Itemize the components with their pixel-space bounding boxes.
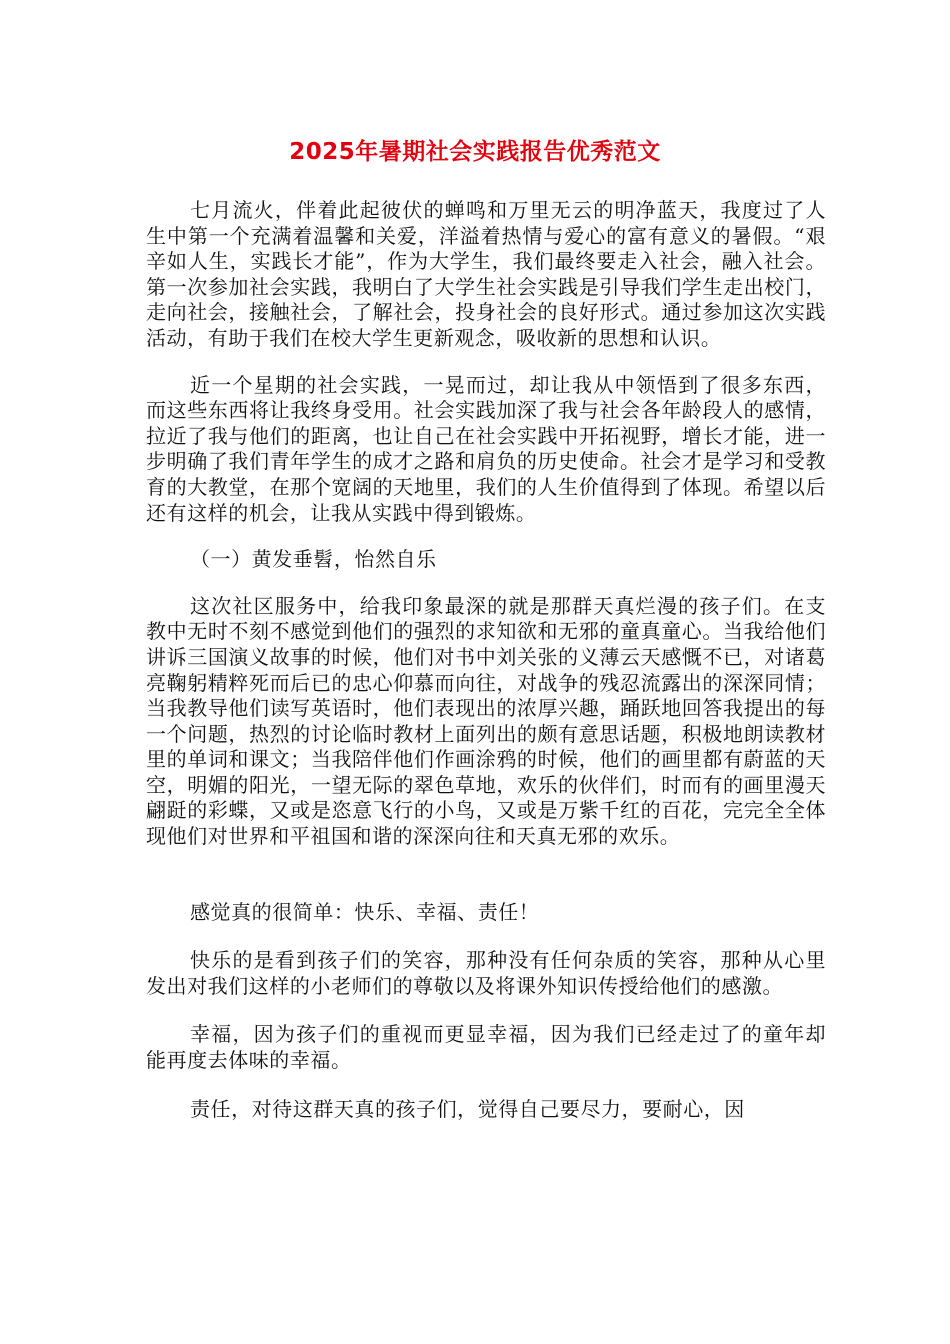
paragraph-happiness: 快乐的是看到孩子们的笑容，那种没有任何杂质的笑容，那种从心里发出对我们这样的小老师们的尊敬以及将课外知识传授给他们的感激。 xyxy=(146,948,826,998)
paragraph-intro: 七月流火，伴着此起彼伏的蝉鸣和万里无云的明净蓝天，我度过了人生中第一个充满着温馨和关爱，洋溢着热情与爱心的富有意义的暑假。“艰辛如人生，实践长才能”，作为大学生，我们最终要走入社会，融入社会。第一次参加社会实践，我明白了大学生社会实践是引导我们学生走出校门，走向社会，接触社会，了解社会，投身社会的良好形式。通过参加这次实践活动，有助于我们在校大学生更新观念，吸收新的思想和认识。 xyxy=(146,198,826,350)
document-body xyxy=(146,198,826,1122)
paragraph-week-practice: 近一个星期的社会实践，一晃而过，却让我从中领悟到了很多东西，而这些东西将让我终身受用。社会实践加深了我与社会各年龄段人的感情，拉近了我与他们的距离，也让自己在社会实践中开拓视野，增长才能，进一步明确了我们青年学生的成才之路和肩负的历史使命。社会才是学习和受教育的大教堂，在那个宽阔的天地里，我们的人生价值得到了体现。希望以后还有这样的机会，让我从实践中得到锻炼。 xyxy=(146,372,826,525)
paragraph-responsibility: 责任，对待这群天真的孩子们，觉得自己要尽力，要耐心，因 xyxy=(190,1096,745,1121)
document-title: 2025年暑期社会实践报告优秀范文 xyxy=(289,139,661,165)
paragraph-feeling: 感觉真的很简单：快乐、幸福、责任！ xyxy=(190,899,540,924)
paragraph-children: 这次社区服务中，给我印象最深的就是那群天真烂漫的孩子们。在支教中无时不刻不感觉到他们的强烈的求知欲和无邪的童真童心。当我给他们讲诉三国演义故事的时候，他们对书中刘关张的义薄云天感慨不已，对诸葛亮鞠躬精粹死而后已的忠心仰慕而向往，对战争的残忍流露出的深深同情；当我教导他们读写英语时，他们表现出的浓厚兴趣，踊跃地回答我提出的每一个问题，热烈的讨论临时教材上面列出的颇有意思话题，积极地朗读教材里的单词和课文；当我陪伴他们作画涂鸦的时候，他们的画里都有蔚蓝的天空，明媚的阳光，一望无际的翠色草地，欢乐的伙伴们，时而有的画里漫天翩跹的彩蝶，又或是恣意飞行的小鸟，又或是万紫千红的百花，完完全全体现他们对世界和平祖国和谐的深深向往和天真无邪的欢乐。 xyxy=(146,593,826,849)
paragraph-fortune: 幸福，因为孩子们的重视而更显幸福，因为我们已经走过了的童年却能再度去体味的幸福。 xyxy=(146,1022,826,1073)
section-heading: （一）黄发垂髫，怡然自乐 xyxy=(190,547,437,572)
